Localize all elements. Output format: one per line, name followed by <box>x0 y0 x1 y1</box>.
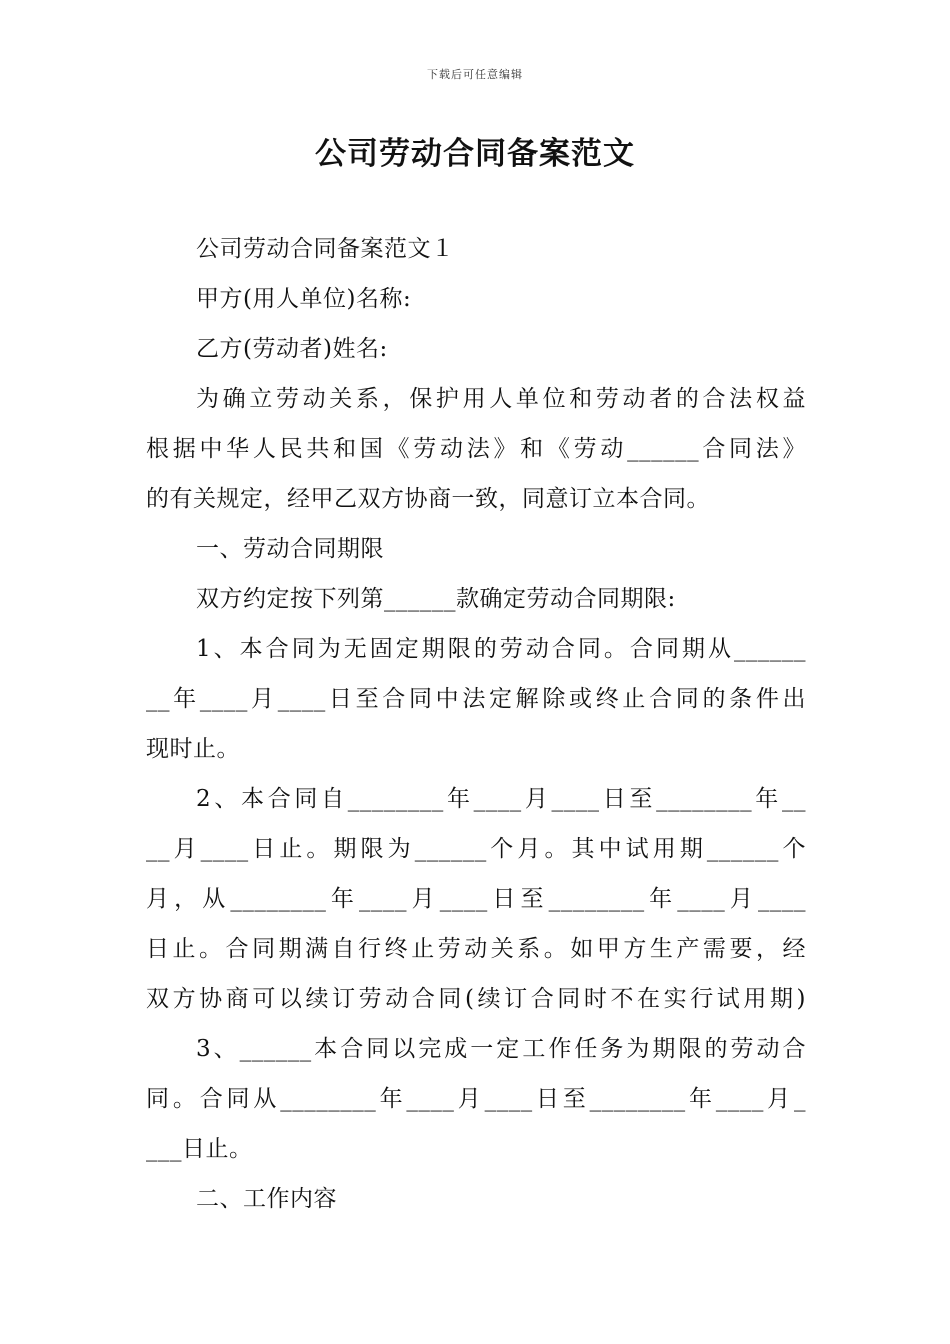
term-option-2-line-2: __月____日止。期限为______个月。其中试用期______个 <box>146 836 806 862</box>
document-title: 公司劳动合同备案范文 <box>315 136 635 172</box>
term-option-2-line-4: 日止。合同期满自行终止劳动关系。如甲方生产需要，经 <box>146 936 806 962</box>
clause-heading-work-content: 二、工作内容 <box>196 1186 337 1212</box>
party-a-name-line: 甲方(用人单位)名称: <box>196 286 412 312</box>
term-option-1-line-2: __年____月____日至合同中法定解除或终止合同的条件出 <box>146 686 806 712</box>
clause-heading-term: 一、劳动合同期限 <box>196 536 384 562</box>
term-option-1-line-3: 现时止。 <box>146 736 240 762</box>
term-option-3-line-2: 同。合同从________年____月____日至________年____月_ <box>146 1086 806 1112</box>
term-option-2-line-5: 双方协商可以续订劳动合同(续订合同时不在实行试用期) <box>146 986 806 1012</box>
header-note: 下载后可任意编辑 <box>427 68 523 81</box>
preamble-line-3: 的有关规定，经甲乙双方协商一致，同意订立本合同。 <box>146 486 710 512</box>
term-option-2-line-1: 2、本合同自________年____月____日至________年__ <box>196 786 806 812</box>
term-selection-line: 双方约定按下列第______款确定劳动合同期限: <box>196 586 676 612</box>
party-b-name-line: 乙方(劳动者)姓名: <box>196 336 388 362</box>
term-option-3-line-1: 3、______本合同以完成一定工作任务为期限的劳动合 <box>196 1036 806 1062</box>
preamble-line-1: 为确立劳动关系，保护用人单位和劳动者的合法权益 <box>196 386 806 412</box>
section-heading-1: 公司劳动合同备案范文１ <box>196 236 455 262</box>
preamble-line-2: 根据中华人民共和国《劳动法》和《劳动______合同法》 <box>146 436 806 462</box>
term-option-1-line-1: 1、本合同为无固定期限的劳动合同。合同期从______ <box>196 636 806 662</box>
term-option-3-line-3: ___日止。 <box>146 1136 253 1162</box>
term-option-2-line-3: 月，从________年____月____日至________年____月____ <box>146 886 806 912</box>
